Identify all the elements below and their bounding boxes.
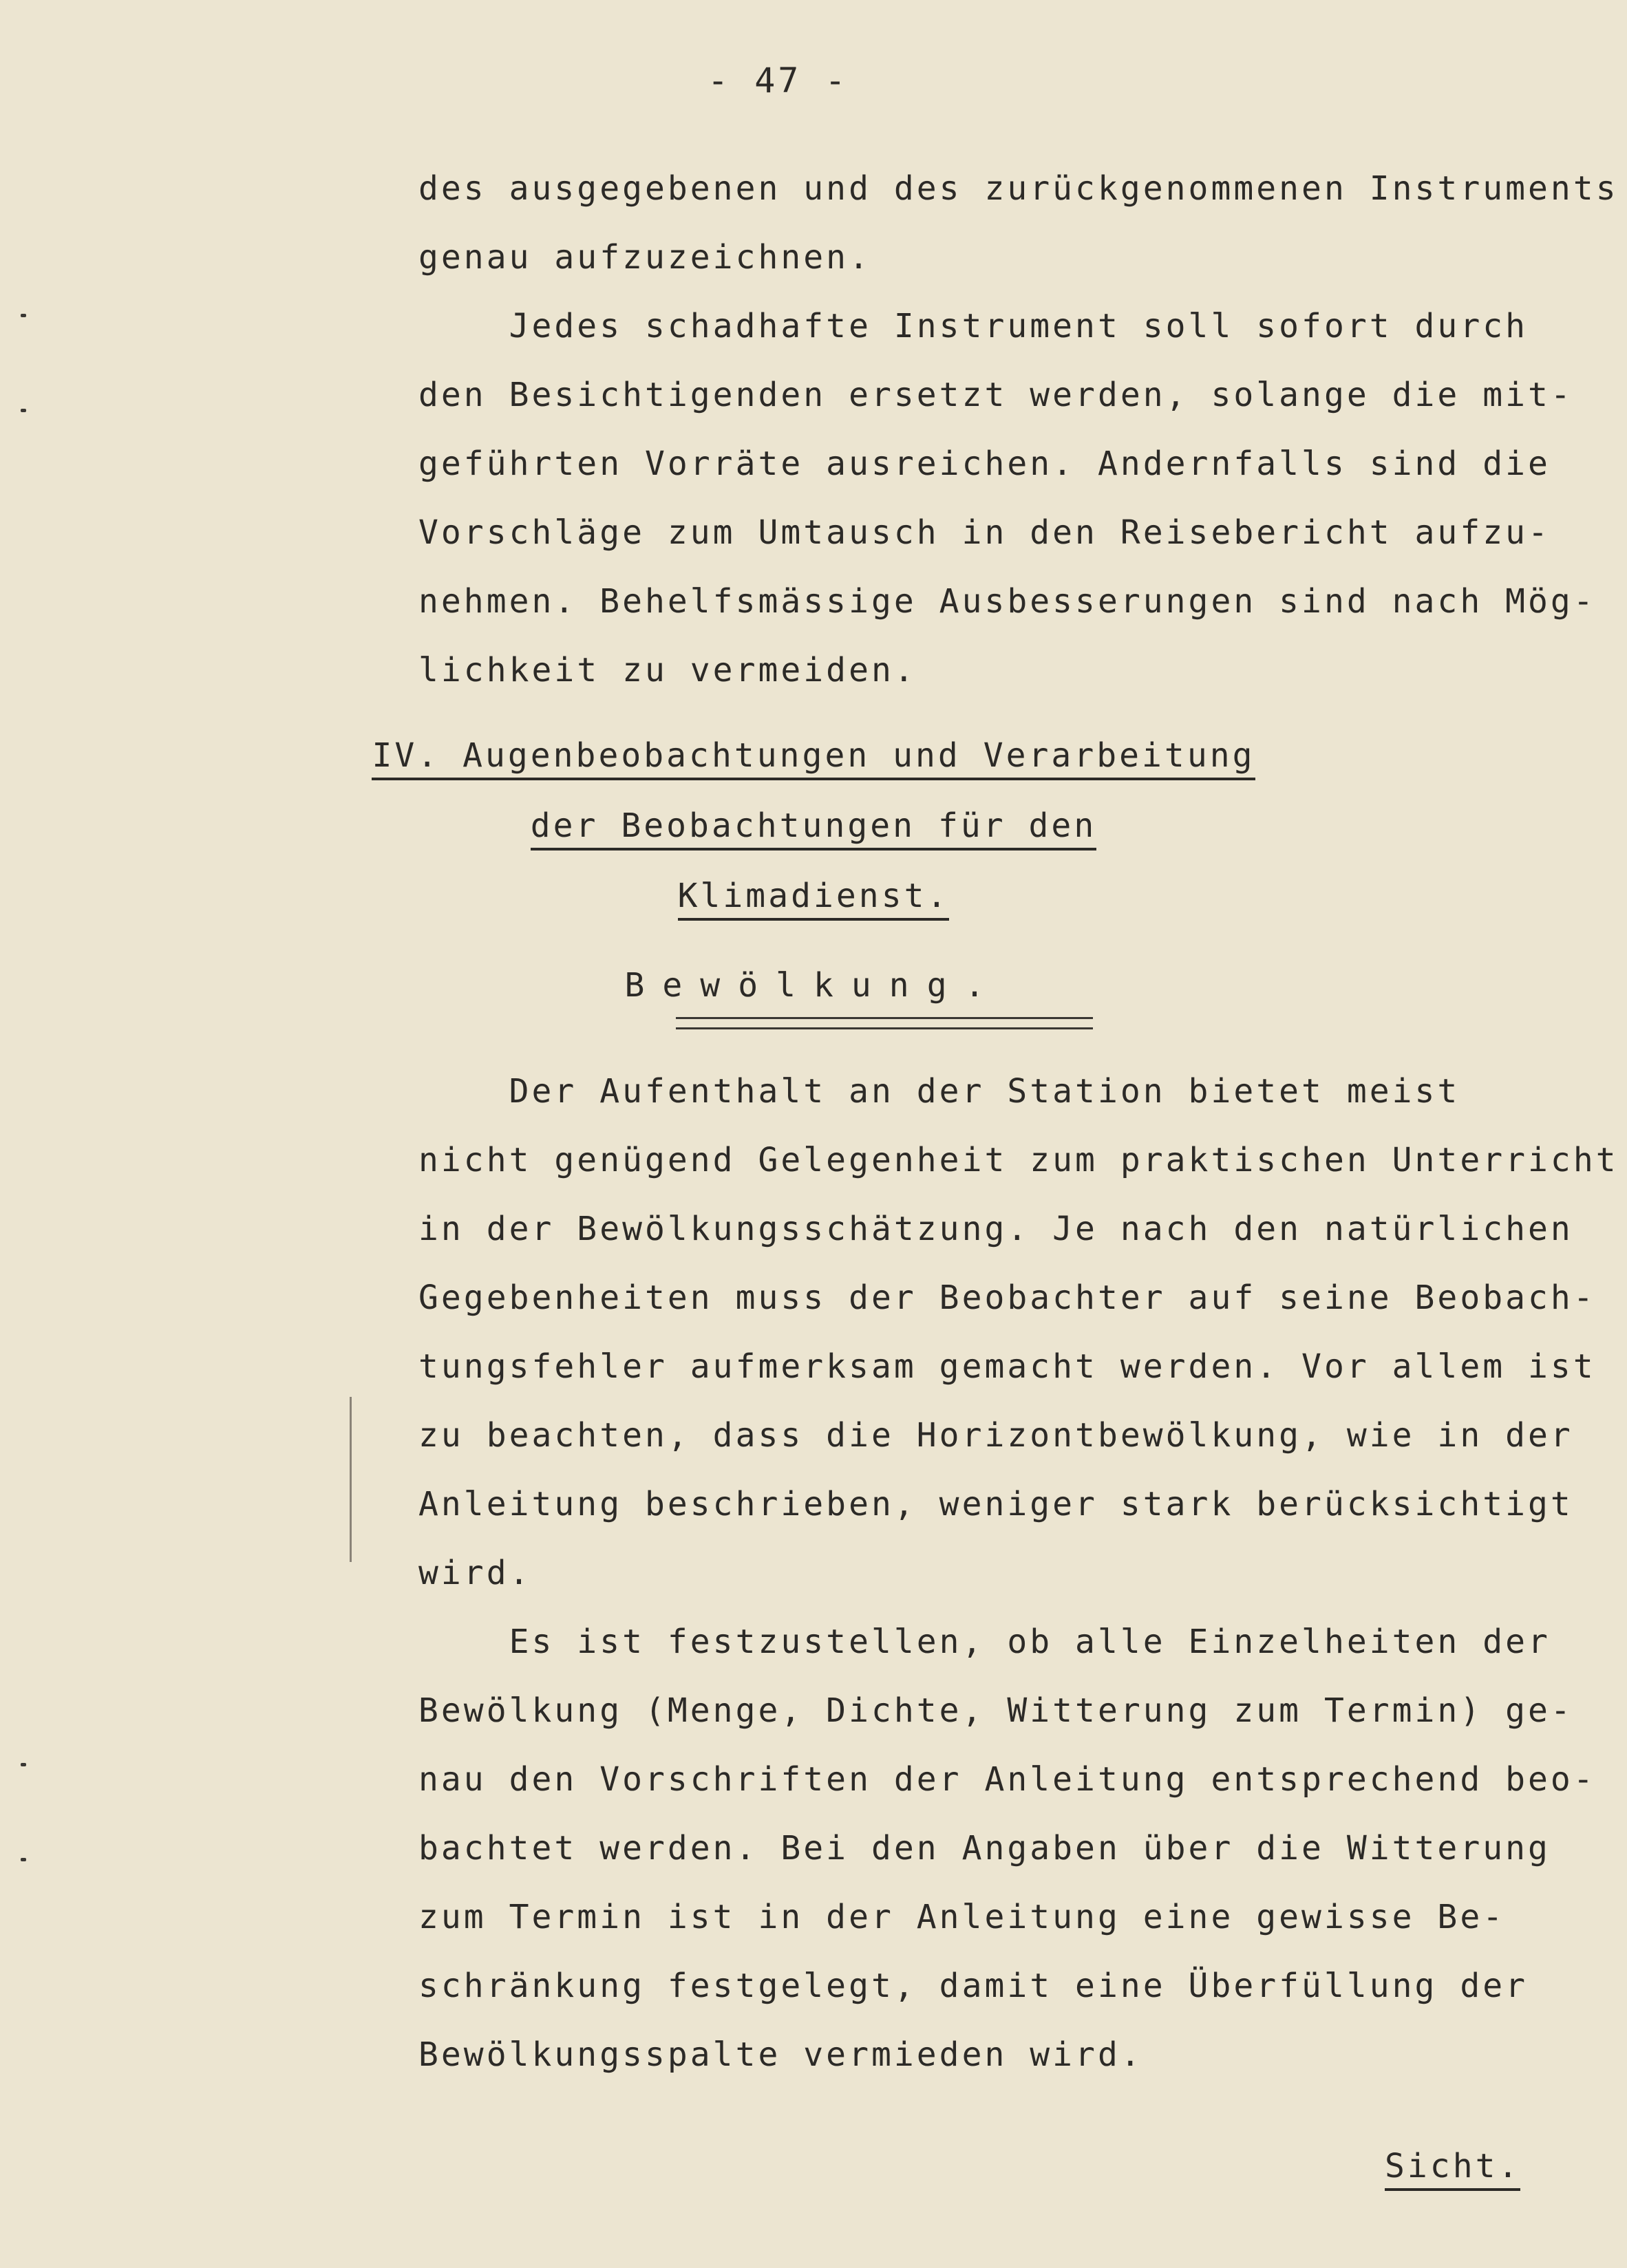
text-line: Bewölkungsspalte vermieden wird. [418,2035,1143,2074]
next-section-heading: Sicht. [1385,2147,1520,2191]
text-line: genau aufzuzeichnen. [418,238,871,277]
text-line: Gegebenheiten muss der Beobachter auf seine Beobach- [418,1279,1596,1317]
text-line: den Besichtigenden ersetzt werden, solange die mit- [418,376,1573,414]
text-line: geführten Vorräte ausreichen. Andernfalls sind die [418,445,1551,483]
margin-mark [21,1763,26,1766]
text-line: Jedes schadhafte Instrument soll sofort durch [418,307,1529,345]
text-line: nau den Vorschriften der Anleitung entsprechend beo- [418,1760,1596,1799]
section-heading-line: Klimadienst. [0,877,1627,921]
text-line: wird. [418,1554,532,1592]
margin-pencil-line [350,1397,352,1562]
section-heading-line: IV. Augenbeobachtungen und Verarbeitung [0,736,1627,780]
text-line: zu beachten, dass die Horizontbewölkung, wie in der [418,1416,1573,1455]
double-underline [676,1017,1093,1029]
margin-mark [21,409,26,412]
text-line: nehmen. Behelfsmässige Ausbesserungen sind nach Mög- [418,582,1596,621]
text-line: Es ist festzustellen, ob alle Einzelheiten der [418,1623,1551,1661]
text-line: Der Aufenthalt an der Station bietet meist [418,1072,1460,1111]
margin-mark [21,1858,26,1861]
text-line: Bewölkung (Menge, Dichte, Witterung zum Termin) ge- [418,1691,1573,1730]
section-heading-line: der Beobachtungen für den [0,806,1627,850]
text-line: nicht genügend Gelegenheit zum praktischen Unterricht [418,1141,1619,1179]
text-line: tungsfehler aufmerksam gemacht werden. Vor allem ist [418,1347,1596,1386]
text-line: lichkeit zu vermeiden. [418,651,917,689]
subheading: Bewölkung. [624,966,1003,1005]
text-line: bachtet werden. Bei den Angaben über die Witterung [418,1829,1551,1868]
text-line: schränkung festgelegt, damit eine Überfüllung der [418,1967,1529,2005]
text-line: des ausgegebenen und des zurückgenommenen Instruments [418,169,1619,208]
text-line: Vorschläge zum Umtausch in den Reisebericht aufzu- [418,513,1551,552]
text-line: zum Termin ist in der Anleitung eine gewisse Be- [418,1898,1506,1936]
page-number: - 47 - [708,61,849,100]
margin-mark [21,314,26,317]
text-line: Anleitung beschrieben, weniger stark berücksichtigt [418,1485,1573,1523]
text-line: in der Bewölkungsschätzung. Je nach den natürlichen [418,1210,1573,1248]
